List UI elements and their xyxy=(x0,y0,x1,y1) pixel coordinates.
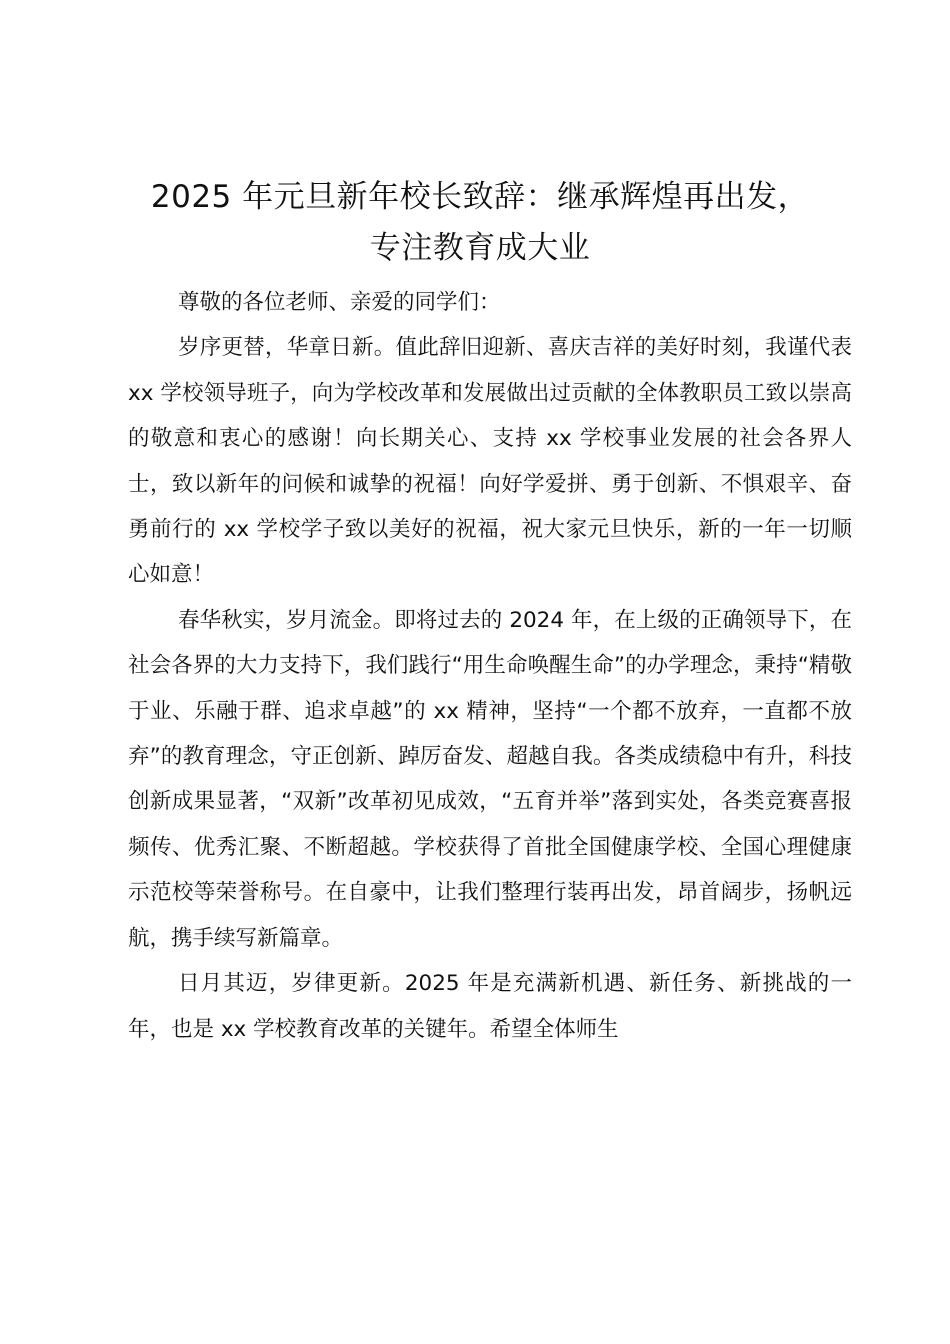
title-line-1: 2025 年元旦新年校长致辞：继承辉煌再出发， xyxy=(150,179,810,215)
paragraph: 春华秋实，岁月流金。即将过去的 2024 年，在上级的正确领导下，在社会各界的大力支持下，我们践行“用生命唤醒生命”的办学理念，秉持“精敬于业、乐融于群、追求卓越”的 xx 精神，坚持“一个都不放弃，一直都不放弃”的教育理念，守正创新、踔厉奋发、超越自我。各类成绩稳中有升，科技创新成果显著，“双新”改革初见成效，“五育并举”落到实处，各类竞赛喜报频传、优秀汇聚、不断超越。学校获得了首批全国健康学校、全国心理健康示范校等荣誉称号。在自豪中，让我们整理行装再出发，昂首阔步，扬帆远航，携手续写新篇章。 xyxy=(128,607,852,951)
document-body xyxy=(128,280,852,1052)
paragraph: 日月其迈，岁律更新。2025 年是充满新机遇、新任务、新挑战的一年，也是 xx 学校教育改革的关键年。希望全体师生 xyxy=(128,971,852,1042)
salutation: 尊敬的各位老师、亲爱的同学们： xyxy=(178,290,501,315)
document-title xyxy=(120,172,840,274)
title-line-2: 专注教育成大业 xyxy=(369,230,591,266)
paragraph: 岁序更替，华章日新。值此辞旧迎新、喜庆吉祥的美好时刻，我谨代表 xx 学校领导班子，向为学校改革和发展做出过贡献的全体教职员工致以崇高的敬意和衷心的感谢！向长期关心、支持 xx 学校事业发展的社会各界人士，致以新年的问候和诚挚的祝福！向好学爱拼、勇于创新、不惧艰辛、奋勇前行的 xx 学校学子致以美好的祝福，祝大家元旦快乐，新的一年一切顺心如意！ xyxy=(128,335,852,588)
